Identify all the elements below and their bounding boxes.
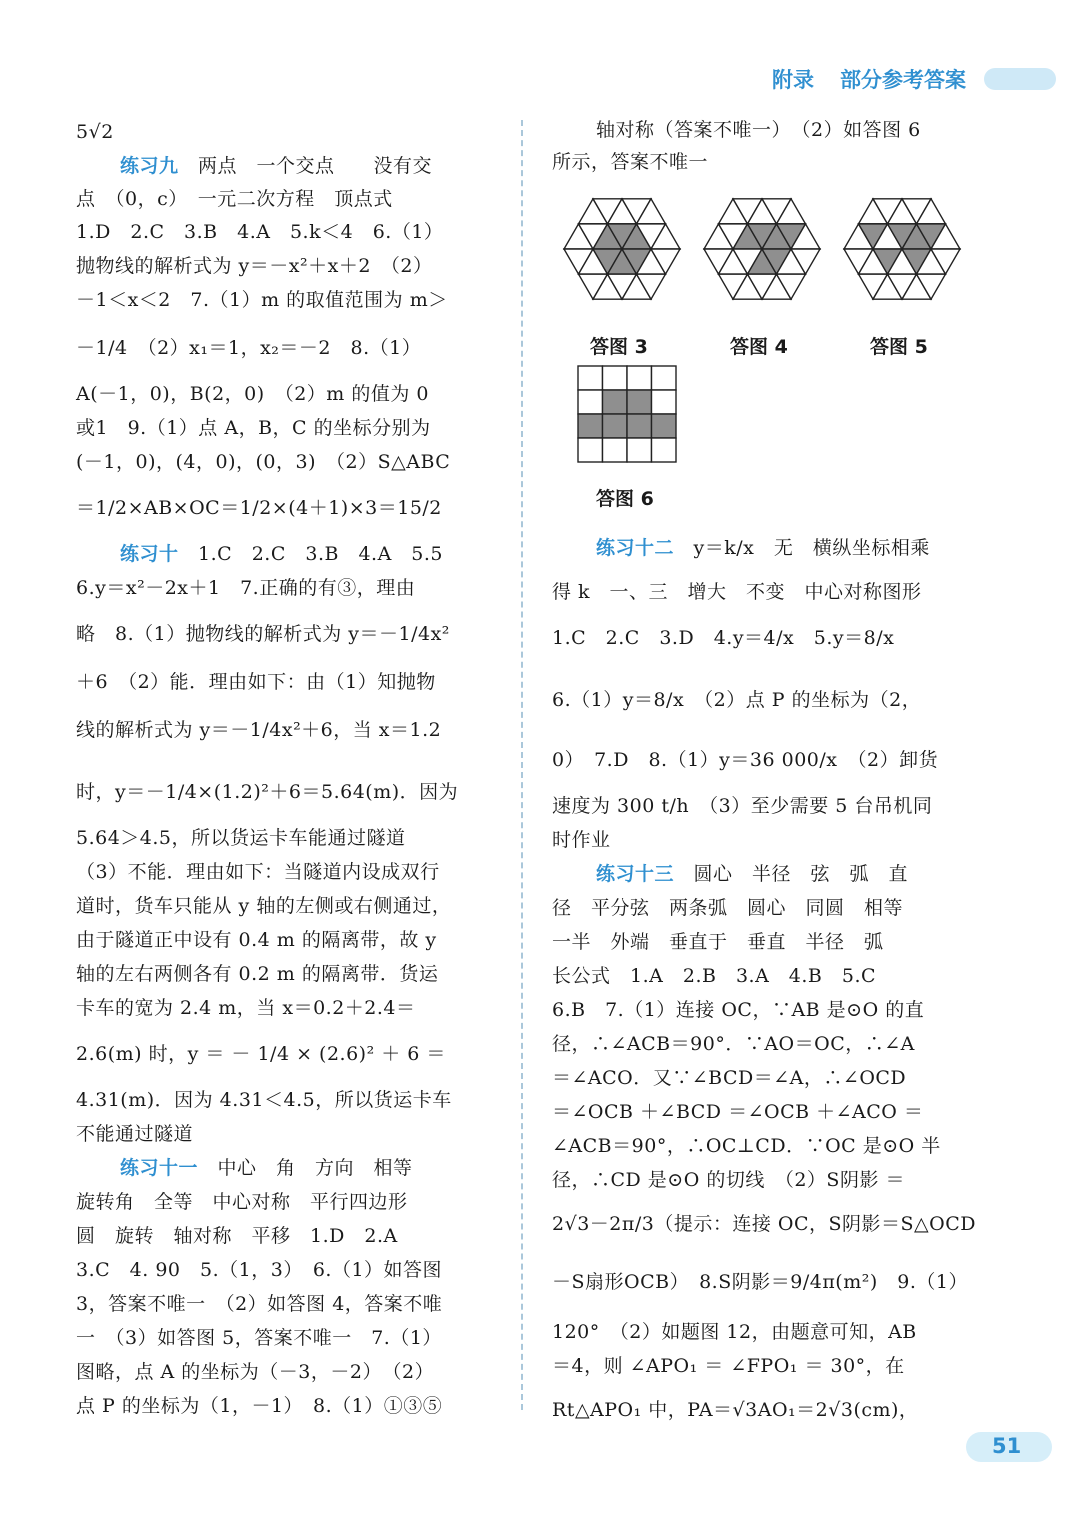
line-text: 轴对称（答案不唯一） （2）如答图 6 (596, 119, 921, 141)
text-line (76, 894, 451, 918)
text-line (76, 336, 421, 360)
line-text: 道时，货车只能从 y 轴的左侧或右侧通过， (76, 895, 452, 917)
grid-cell (578, 414, 603, 438)
grid-cell (578, 366, 603, 390)
line-text: 不能通过隧道 (76, 1123, 194, 1145)
caption-fig6: 答图 6 (596, 488, 654, 510)
text-line (76, 1088, 452, 1112)
text-line (552, 1032, 915, 1056)
line-text: －1/4 （2）x₁＝1，x₂＝－2 8.（1） (76, 337, 422, 359)
text-line (76, 962, 438, 986)
figure-3-hex-grid (562, 186, 682, 312)
text-line (596, 862, 908, 886)
grid-cell (578, 390, 603, 414)
figure-4-hex-grid (702, 186, 822, 312)
line-text: 5.64＞4.5，所以货运卡车能通过隧道 (76, 827, 406, 849)
text-line (76, 1122, 193, 1146)
line-text: 两点 一个交点 没有交 (198, 155, 433, 177)
text-line (552, 794, 932, 818)
line-text: 轴的左右两侧各有 0.2 m 的隔离带．货运 (76, 963, 439, 985)
text-line (552, 1066, 906, 1090)
line-text: 卡车的宽为 2.4 m，当 x＝0.2＋2.4＝ (76, 997, 416, 1019)
line-text: 一半 外端 垂直于 垂直 半径 弧 (552, 931, 884, 953)
exercise-heading: 练习十三 (596, 863, 675, 885)
exercise-heading: 练习九 (120, 155, 179, 177)
text-line (120, 542, 443, 566)
text-line (552, 1100, 923, 1124)
line-text: 线的解析式为 y＝－1/4x²＋6，当 x＝1.2 (76, 719, 442, 741)
text-line (76, 1042, 446, 1066)
text-line (76, 1326, 442, 1350)
line-text: 6.y＝x²－2x＋1 7.正确的有③，理由 (76, 577, 416, 599)
text-line (552, 964, 876, 988)
text-line (76, 220, 443, 244)
page-number: 51 (992, 1434, 1022, 1458)
line-text: 1.C 2.C 3.D 4.y＝4/x 5.y＝8/x (552, 627, 895, 649)
line-text: 0） 7.D 8.（1）y＝36 000/x （2）卸货 (552, 749, 939, 771)
line-text: ＝∠OCB ＋∠BCD ＝∠OCB ＋∠ACO ＝ (552, 1101, 924, 1123)
caption-fig3: 答图 3 (590, 336, 648, 358)
line-text: 所示，答案不唯一 (552, 151, 709, 173)
line-text: 速度为 300 t/h （3）至少需要 5 台吊机同 (552, 795, 933, 817)
line-text: 抛物线的解析式为 y＝－x²＋x＋2 （2） (76, 255, 433, 277)
text-line (76, 670, 436, 694)
text-line (76, 450, 450, 474)
text-line (76, 288, 448, 312)
exercise-heading: 练习十二 (596, 537, 675, 559)
exercise-heading: 练习十一 (120, 1157, 199, 1179)
line-text: Rt△APO₁ 中，PA＝√3AO₁＝2√3(cm)， (552, 1399, 919, 1421)
grid-cell (603, 390, 628, 414)
header-section: 附录 (772, 68, 814, 92)
text-line (76, 780, 458, 804)
grid-cell (627, 366, 652, 390)
line-text: (－1，0)，(4，0)，(0，3) （2）S△ABC (76, 451, 451, 473)
text-line (76, 1394, 442, 1418)
line-text: 径，∴∠ACB＝90°．∵AO＝OC，∴∠A (552, 1033, 915, 1055)
text-line (76, 187, 393, 211)
text-line (596, 536, 930, 560)
line-text: ＝∠ACO．又∵∠BCD＝∠A，∴∠OCD (552, 1067, 907, 1089)
line-text: 圆心 半径 弦 弧 直 (693, 863, 909, 885)
grid-cell (652, 390, 677, 414)
text-line (552, 1212, 976, 1236)
line-text: y＝k/x 无 横纵坐标相乘 (693, 537, 930, 559)
line-text: 中心 角 方向 相等 (217, 1157, 413, 1179)
text-line (552, 1398, 918, 1422)
header-title: 部分参考答案 (840, 68, 966, 92)
text-line (76, 826, 406, 850)
text-line (76, 718, 441, 742)
line-text: ＋6 （2）能．理由如下：由（1）知抛物 (76, 671, 436, 693)
grid-cell (603, 438, 628, 462)
line-text: 点 P 的坐标为（1，－1） 8.（1）①③⑤ (76, 1395, 443, 1417)
line-text: 6.B 7.（1）连接 OC，∵AB 是⊙O 的直 (552, 999, 925, 1021)
figure-6-square-grid (577, 365, 677, 463)
line-text: 或1 9.（1）点 A，B，C 的坐标分别为 (76, 417, 431, 439)
text-line (552, 688, 921, 712)
text-line (552, 150, 708, 174)
line-text: 图略，点 A 的坐标为（－3，－2） （2） (76, 1361, 435, 1383)
line-text: 点 （0，c） 一元二次方程 顶点式 (76, 188, 393, 210)
text-line (552, 930, 884, 954)
line-text: ＝4，则 ∠APO₁ ＝ ∠FPO₁ ＝ 30°，在 (552, 1355, 905, 1377)
grid-cell (652, 438, 677, 462)
line-text: 得 k 一、三 增大 不变 中心对称图形 (552, 581, 922, 603)
grid-cell (603, 366, 628, 390)
grid-cell (578, 438, 603, 462)
text-line (552, 1320, 917, 1344)
line-text: 3.C 4. 90 5.（1，3） 6.（1）如答图 (76, 1259, 443, 1281)
line-text: ∠ACB＝90°，∴OC⊥CD．∵OC 是⊙O 半 (552, 1135, 941, 1157)
text-line (76, 622, 450, 646)
line-text: 5√2 (76, 121, 114, 143)
line-text: 圆 旋转 轴对称 平移 1.D 2.A (76, 1225, 398, 1247)
text-line (552, 1134, 941, 1158)
text-line (552, 998, 924, 1022)
text-line (552, 580, 922, 604)
text-line (76, 1258, 442, 1282)
caption-fig5: 答图 5 (870, 336, 928, 358)
text-line (76, 496, 442, 520)
text-line (76, 120, 114, 144)
line-text: 4.31(m)．因为 4.31＜4.5，所以货运卡车 (76, 1089, 452, 1111)
line-text: （3）不能．理由如下：当隧道内设成双行 (76, 861, 440, 883)
column-divider (521, 120, 523, 1410)
line-text: 略 8.（1）抛物线的解析式为 y＝－1/4x² (76, 623, 450, 645)
text-line (552, 1168, 905, 1192)
line-text: 1.D 2.C 3.B 4.A 5.k＜4 6.（1） (76, 221, 444, 243)
line-text: 3，答案不唯一 （2）如答图 4，答案不唯 (76, 1293, 443, 1315)
grid-cell (652, 414, 677, 438)
line-text: 2√3－2π/3（提示：连接 OC，S阴影＝S△OCD (552, 1213, 976, 1235)
text-line (76, 1190, 408, 1214)
text-line (76, 928, 437, 952)
line-text: ＝1/2×AB×OC＝1/2×(4＋1)×3＝15/2 (76, 497, 442, 519)
text-line (552, 828, 611, 852)
grid-cell (603, 414, 628, 438)
line-text: 由于隧道正中设有 0.4 m 的隔离带，故 y (76, 929, 437, 951)
text-line (552, 1270, 968, 1294)
text-line (76, 1360, 434, 1384)
line-text: 一 （3）如答图 5，答案不唯一 7.（1） (76, 1327, 442, 1349)
text-line (76, 1292, 442, 1316)
line-text: 时，y＝－1/4×(1.2)²＋6＝5.64(m)．因为 (76, 781, 459, 803)
line-text: 2.6(m) 时，y ＝ － 1/4 × (2.6)² ＋ 6 ＝ (76, 1043, 446, 1065)
figure-5-hex-grid (842, 186, 962, 312)
line-text: A(－1，0)，B(2，0) （2）m 的值为 0 (76, 383, 429, 405)
line-text: 1.C 2.C 3.B 4.A 5.5 (198, 543, 444, 565)
text-line (76, 382, 429, 406)
grid-cell (652, 366, 677, 390)
grid-cell (627, 414, 652, 438)
text-line (120, 1156, 413, 1180)
line-text: 径 平分弦 两条弧 圆心 同圆 相等 (552, 897, 904, 919)
page-header (760, 60, 1060, 100)
text-line (76, 996, 416, 1020)
grid-cell (627, 390, 652, 414)
text-line (76, 576, 415, 600)
header-decoration (984, 68, 1056, 90)
text-line (552, 1354, 905, 1378)
text-line (552, 896, 903, 920)
text-line (596, 118, 921, 142)
line-text: 旋转角 全等 中心对称 平行四边形 (76, 1191, 408, 1213)
text-line (76, 254, 433, 278)
grid-cell (627, 438, 652, 462)
text-line (552, 626, 894, 650)
text-line (120, 154, 432, 178)
line-text: 径，∴CD 是⊙O 的切线 （2）S阴影 ＝ (552, 1169, 905, 1191)
line-text: －1＜x＜2 7.（1）m 的取值范围为 m＞ (76, 289, 448, 311)
text-line (76, 416, 431, 440)
text-line (76, 860, 440, 884)
text-line (552, 748, 938, 772)
line-text: －S扇形OCB） 8.S阴影＝9/4π(m²) 9.（1） (552, 1271, 968, 1293)
text-line (76, 1224, 398, 1248)
caption-fig4: 答图 4 (730, 336, 788, 358)
line-text: 120° （2）如题图 12，由题意可知，AB (552, 1321, 917, 1343)
line-text: 时作业 (552, 829, 611, 851)
exercise-heading: 练习十 (120, 543, 179, 565)
line-text: 6.（1）y＝8/x （2）点 P 的坐标为（2， (552, 689, 922, 711)
line-text: 长公式 1.A 2.B 3.A 4.B 5.C (552, 965, 877, 987)
